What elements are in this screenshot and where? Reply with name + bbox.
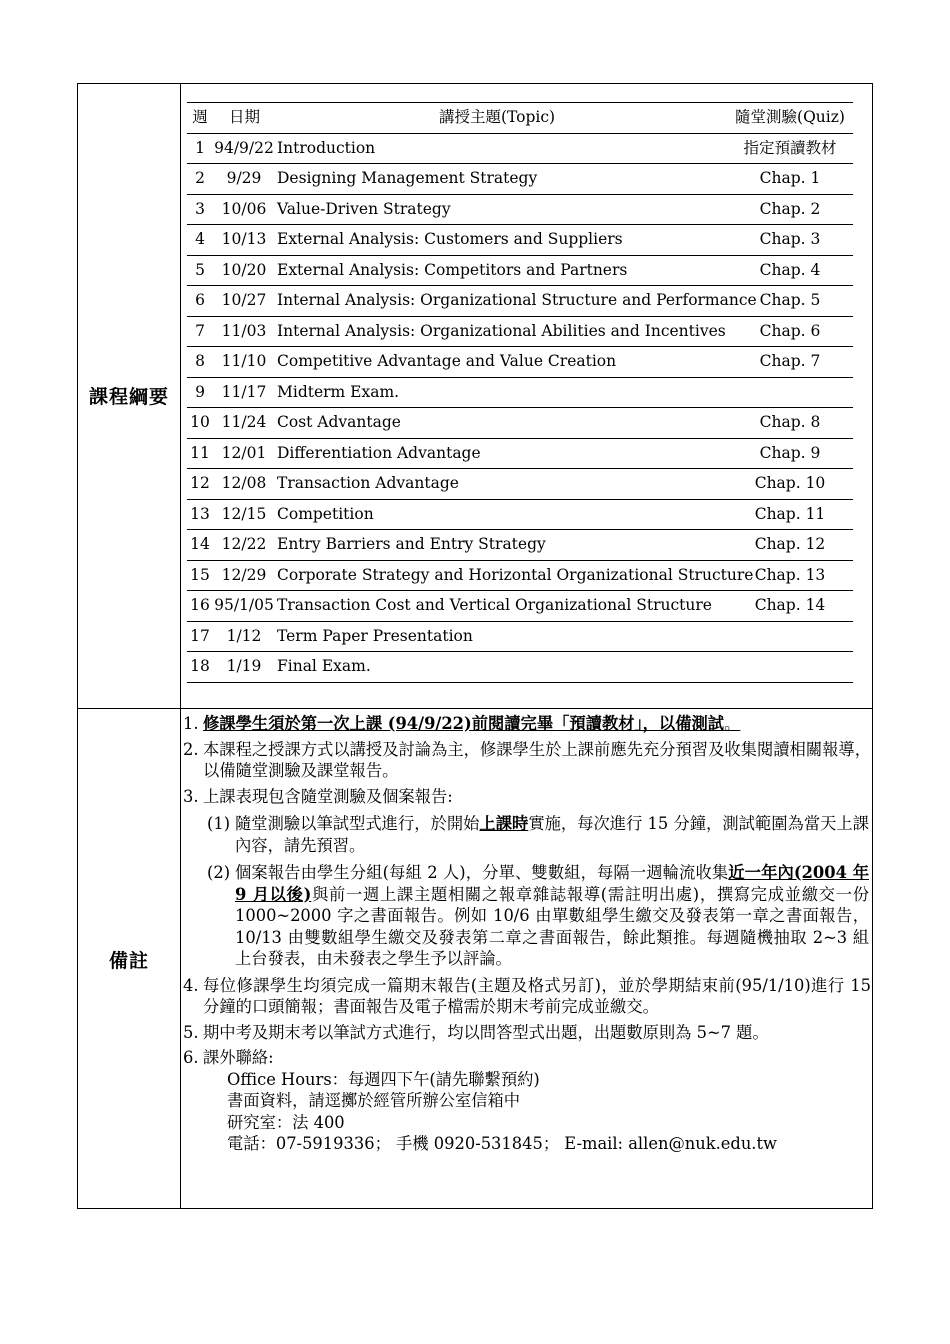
quiz-cell: 指定預讀教材	[743, 138, 837, 157]
topic-cell: Midterm Exam.	[277, 382, 400, 401]
topic-header: 講授主題(Topic)	[438, 108, 556, 126]
week-cell: 7	[195, 321, 205, 340]
topic-cell: Competition	[277, 504, 374, 523]
remark-number: 3.	[183, 786, 199, 806]
remarks-label: 備註	[108, 950, 149, 972]
topic-cell: Final Exam.	[277, 657, 371, 675]
remark-4-text: 每位修課學生均須完成一篇期末報告(主題及格式另訂)，並於學期結束前(95/1/10)進行 15 分鐘的口頭簡報；書面報告及電子檔需於期末考前完成並繳交。	[203, 975, 871, 1016]
week-cell: 16	[190, 596, 210, 614]
topic-cell: External Analysis: Customers and Suppliers	[277, 230, 623, 248]
remark-3-sub-1	[181, 813, 871, 856]
section-divider	[78, 708, 872, 709]
date-cell: 12/15	[221, 504, 267, 523]
week-cell: 15	[190, 565, 210, 584]
date-cell: 1/12	[226, 626, 262, 645]
date-cell: 10/20	[221, 260, 267, 279]
week-cell: 3	[195, 199, 205, 218]
schedule-row	[187, 378, 853, 409]
quiz-cell: Chap. 13	[754, 565, 826, 584]
schedule-row	[187, 347, 853, 378]
date-cell: 12/29	[221, 565, 267, 584]
remark-item-2	[181, 739, 871, 782]
date-cell: 11/17	[221, 382, 267, 401]
quiz-cell: Chap. 7	[759, 352, 821, 370]
remark-3-text: 上課表現包含隨堂測驗及個案報告:	[203, 786, 453, 806]
quiz-cell: Chap. 12	[754, 535, 826, 553]
sub-2-text-c: 與前一週上課主題相關之報章雜誌報導(需註明出處)，撰寫完成並繳交一份 1000~2000 字之書面報告。例如 10/6 由單數組學生繳交及發表第一章之書面報告，10/13 由雙數組學生繳交及發表第二章之書面報告，餘此類推。每週隨機抽取 2~3 組上台發表，由未發表之學生予以評論。	[235, 884, 869, 968]
sub-1-text-a: 隨堂測驗以筆試型式進行，於開始	[235, 814, 480, 833]
remark-1-tail: 。	[724, 714, 741, 733]
mailbox-note: 書面資料，請逕擲於經管所辦公室信箱中	[227, 1091, 521, 1110]
date-cell: 94/9/22	[214, 138, 274, 157]
week-cell: 9	[195, 382, 205, 401]
date-cell: 1/19	[226, 657, 262, 675]
date-cell: 9/29	[226, 169, 262, 187]
office-hours: Office Hours：每週四下午(請先聯繫預約)	[227, 1069, 540, 1089]
week-header: 週	[192, 108, 208, 126]
remark-3-sub-2	[181, 862, 871, 970]
topic-cell: Corporate Strategy and Horizontal Organizational Structure	[277, 565, 754, 584]
remark-item-1	[181, 713, 871, 735]
schedule-row	[187, 439, 853, 470]
schedule-row	[187, 164, 853, 195]
quiz-cell: Chap. 3	[759, 230, 821, 248]
date-cell: 12/22	[221, 535, 267, 553]
remark-number: 4.	[183, 975, 199, 995]
syllabus-label: 課程綱要	[88, 386, 169, 408]
schedule-row	[187, 500, 853, 531]
date-cell: 11/10	[221, 352, 267, 370]
schedule-row	[187, 195, 853, 226]
remark-1-emphasis: 修課學生須於第一次上課 (94/9/22)前閱讀完畢「預讀教材」，以備測試	[203, 714, 725, 733]
quiz-cell: Chap. 9	[759, 443, 821, 462]
topic-cell: Transaction Advantage	[277, 474, 459, 492]
schedule-row	[187, 591, 853, 622]
topic-cell: Differentiation Advantage	[277, 443, 481, 462]
schedule-table	[187, 102, 853, 683]
remark-6-text: 課外聯絡:	[203, 1048, 274, 1067]
remark-item-3	[181, 786, 871, 808]
topic-cell: Introduction	[277, 138, 376, 157]
topic-cell: Term Paper Presentation	[277, 626, 473, 645]
week-cell: 10	[190, 413, 210, 431]
week-cell: 4	[195, 230, 205, 248]
week-cell: 13	[190, 504, 210, 523]
topic-cell: Value-Driven Strategy	[277, 199, 451, 218]
date-cell: 10/13	[221, 230, 267, 248]
quiz-cell: Chap. 8	[759, 413, 821, 431]
week-cell: 5	[195, 260, 205, 279]
schedule-row	[187, 286, 853, 317]
quiz-header: 隨堂測驗(Quiz)	[735, 108, 845, 126]
topic-cell: Transaction Cost and Vertical Organizational Structure	[277, 596, 712, 614]
date-cell: 12/08	[221, 474, 267, 492]
remark-number: 5.	[183, 1022, 199, 1042]
schedule-row	[187, 134, 853, 165]
remark-number: 1.	[183, 714, 199, 733]
sub-2-emphasis: 近一年內(2004 年 9 月以後)	[235, 863, 869, 904]
remark-number: 2.	[183, 739, 199, 759]
topic-cell: Designing Management Strategy	[277, 169, 538, 187]
week-cell: 11	[190, 443, 210, 462]
remark-number: 6.	[183, 1048, 199, 1067]
topic-cell: Competitive Advantage and Value Creation	[277, 352, 617, 370]
week-cell: 8	[195, 352, 205, 370]
week-cell: 1	[195, 138, 205, 157]
week-cell: 12	[190, 474, 210, 492]
topic-cell: Entry Barriers and Entry Strategy	[277, 535, 546, 553]
sub-2-text-a: 個案報告由學生分組(每組 2 人)，分單、雙數組，每隔一週輪流收集	[235, 863, 729, 882]
week-cell: 2	[195, 169, 205, 187]
week-cell: 17	[190, 626, 210, 645]
quiz-cell: Chap. 2	[759, 199, 821, 218]
date-cell: 10/06	[221, 199, 267, 218]
quiz-cell: Chap. 6	[759, 321, 821, 340]
quiz-cell: Chap. 5	[759, 291, 821, 309]
date-cell: 12/01	[221, 443, 267, 462]
week-cell: 14	[190, 535, 210, 553]
remark-item-4	[181, 975, 871, 1018]
remark-2-text: 本課程之授課方式以講授及討論為主，修課學生於上課前應先充分預習及收集閱讀相關報導，以備隨堂測驗及課堂報告。	[203, 739, 871, 780]
sub-1-emphasis: 上課時	[479, 814, 529, 833]
sub-number: (1)	[207, 814, 231, 833]
date-cell: 11/03	[221, 321, 267, 340]
remark-5-text: 期中考及期末考以筆試方式進行，均以問答型式出題，出題數原則為 5~7 題。	[203, 1022, 769, 1042]
schedule-row	[187, 622, 853, 653]
quiz-cell: Chap. 11	[754, 504, 826, 523]
topic-cell: Internal Analysis: Organizational Structure and Performance	[277, 291, 757, 309]
sub-1-text-c: 實施，每次進行 15 分鐘，測試範圍為當天上課內容，請先預習。	[235, 814, 869, 855]
schedule-row	[187, 469, 853, 500]
contact-info: 電話：07-5919336； 手機 0920-531845； E-mail: allen@nuk.edu.tw	[227, 1134, 777, 1153]
quiz-cell: Chap. 14	[754, 596, 826, 614]
schedule-row	[187, 256, 853, 287]
office-room: 研究室：法 400	[227, 1112, 345, 1132]
date-header: 日期	[229, 108, 261, 126]
sub-number: (2)	[207, 863, 231, 882]
remark-item-6	[181, 1047, 871, 1155]
schedule-row	[187, 408, 853, 439]
course-info-table	[77, 83, 873, 1209]
schedule-row	[187, 317, 853, 348]
week-cell: 6	[195, 291, 205, 309]
schedule-row	[187, 225, 853, 256]
date-cell: 95/1/05	[214, 596, 274, 614]
quiz-cell: Chap. 1	[759, 169, 821, 187]
week-cell: 18	[190, 657, 210, 675]
remark-item-5	[181, 1022, 871, 1044]
date-cell: 11/24	[221, 413, 267, 431]
schedule-row	[187, 530, 853, 561]
schedule-row	[187, 561, 853, 592]
quiz-cell: Chap. 10	[754, 474, 826, 492]
quiz-cell: Chap. 4	[759, 260, 821, 279]
topic-cell: External Analysis: Competitors and Partners	[277, 260, 628, 279]
schedule-header-row	[187, 102, 853, 134]
schedule-row	[187, 652, 853, 683]
topic-cell: Cost Advantage	[277, 413, 401, 431]
remarks-list	[181, 710, 871, 1159]
date-cell: 10/27	[221, 291, 267, 309]
topic-cell: Internal Analysis: Organizational Abilities and Incentives	[277, 321, 726, 340]
